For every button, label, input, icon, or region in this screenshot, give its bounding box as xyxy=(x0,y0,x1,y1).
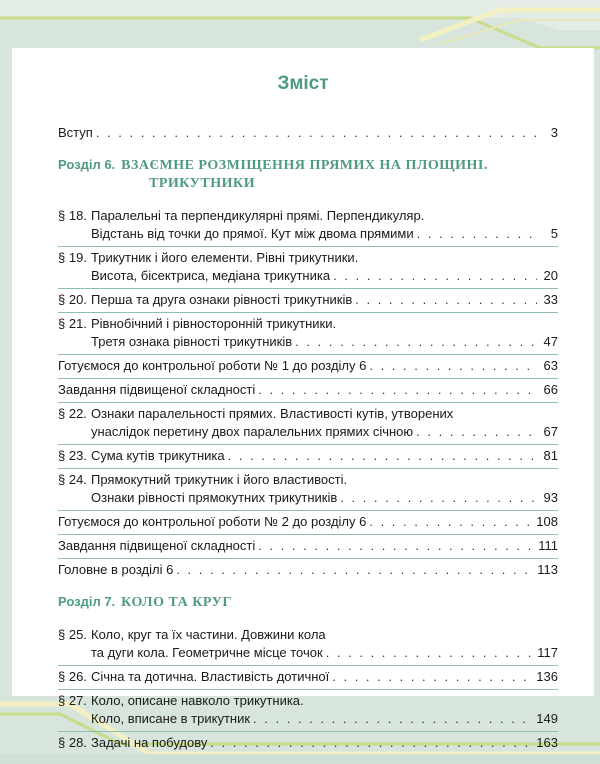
entry-title: Готуємося до контрольної роботи № 2 до розділу 6 xyxy=(58,514,367,529)
page-number: 63 xyxy=(543,358,558,373)
entry-title: Коло, вписане в трикутник xyxy=(91,711,251,726)
section-heading-line xyxy=(58,593,558,612)
leader-dots xyxy=(228,447,537,465)
page-number: 20 xyxy=(543,268,558,283)
divider xyxy=(58,312,558,313)
toc-entry-line xyxy=(58,315,558,333)
divider xyxy=(58,288,558,289)
toc-entry[interactable] xyxy=(58,513,558,531)
toc-entry[interactable] xyxy=(58,668,558,686)
section-number: § 20. xyxy=(58,292,87,307)
entry-title: Коло, круг та їх частини. Довжини кола xyxy=(91,627,326,642)
entry-title: Січна та дотична. Властивість дотичної xyxy=(91,669,330,684)
page-number: 113 xyxy=(537,562,558,577)
page-number: 47 xyxy=(543,334,558,349)
section-heading-line xyxy=(58,156,558,175)
spacer xyxy=(58,612,558,626)
divider xyxy=(58,468,558,469)
toc-entry-line xyxy=(58,357,558,375)
toc-entry[interactable] xyxy=(58,124,558,142)
entry-title: Відстань від точки до прямої. Кут між двома прямими xyxy=(91,226,414,241)
page-number: 149 xyxy=(536,711,558,726)
toc-entry-line xyxy=(58,267,558,285)
divider xyxy=(58,731,558,732)
section-heading-line xyxy=(58,175,558,193)
divider xyxy=(58,534,558,535)
entry-title: Третя ознака рівності трикутників xyxy=(91,334,293,349)
toc-entry-line xyxy=(58,668,558,686)
section-title-text: ВЗАЄМНЕ РОЗМІЩЕННЯ ПРЯМИХ НА ПЛОЩИНІ. xyxy=(121,158,488,173)
divider xyxy=(58,510,558,511)
divider xyxy=(58,402,558,403)
leader-dots xyxy=(326,644,535,662)
toc-entry[interactable] xyxy=(58,207,558,243)
leader-dots xyxy=(258,381,537,399)
section-number: § 26. xyxy=(58,669,87,684)
spacer xyxy=(58,142,558,156)
table-of-contents xyxy=(58,124,558,752)
page-number: 3 xyxy=(550,125,558,140)
toc-entry-line xyxy=(58,207,558,225)
toc-entry[interactable] xyxy=(58,291,558,309)
toc-entry[interactable] xyxy=(58,315,558,351)
toc-entry-line xyxy=(58,734,558,752)
entry-title: Коло, описане навколо трикутника. xyxy=(91,693,304,708)
section-number: § 23. xyxy=(58,448,87,463)
leader-dots xyxy=(355,291,537,309)
toc-entry-line xyxy=(58,381,558,399)
toc-entry-line xyxy=(58,626,558,644)
toc-entry[interactable] xyxy=(58,357,558,375)
section-number: § 25. xyxy=(58,627,87,642)
section-number: § 28. xyxy=(58,735,87,750)
toc-entry-line xyxy=(58,423,558,441)
section-heading xyxy=(58,593,558,612)
section-number: § 18. xyxy=(58,208,87,223)
divider xyxy=(58,378,558,379)
toc-entry-line xyxy=(58,513,558,531)
spacer xyxy=(58,579,558,593)
leader-dots xyxy=(369,513,533,531)
leader-dots xyxy=(333,267,537,285)
section-label: Розділ 7. xyxy=(58,594,116,609)
divider xyxy=(58,354,558,355)
toc-entry[interactable] xyxy=(58,537,558,555)
toc-entry[interactable] xyxy=(58,405,558,441)
leader-dots xyxy=(332,668,533,686)
entry-title: Сума кутів трикутника xyxy=(91,448,225,463)
toc-entry[interactable] xyxy=(58,471,558,507)
page-number: 108 xyxy=(536,514,558,529)
page-title: Зміст xyxy=(277,73,329,94)
leader-dots xyxy=(340,489,537,507)
section-number: § 21. xyxy=(58,316,87,331)
section-number: § 24. xyxy=(58,472,87,487)
entry-title: та дуги кола. Геометричне місце точок xyxy=(91,645,323,660)
toc-entry-line xyxy=(58,225,558,243)
section-number: § 22. xyxy=(58,406,87,421)
page-number: 66 xyxy=(543,382,558,397)
page-number: 163 xyxy=(536,735,558,750)
toc-entry[interactable] xyxy=(58,734,558,752)
section-number: § 19. xyxy=(58,250,87,265)
leader-dots xyxy=(253,710,533,728)
page-number: 5 xyxy=(550,226,558,241)
entry-title: Перша та друга ознаки рівності трикутників xyxy=(91,292,353,307)
toc-entry[interactable] xyxy=(58,692,558,728)
entry-title: Ознаки паралельності прямих. Властивості кутів, утворених xyxy=(91,406,454,421)
page-number: 81 xyxy=(543,448,558,463)
page-number: 67 xyxy=(543,424,558,439)
toc-entry[interactable] xyxy=(58,561,558,579)
entry-title: Головне в розділі 6 xyxy=(58,562,174,577)
spacer xyxy=(58,193,558,207)
toc-entry-line xyxy=(58,489,558,507)
toc-entry[interactable] xyxy=(58,626,558,662)
leader-dots xyxy=(369,357,537,375)
toc-entry-line xyxy=(58,249,558,267)
page-number: 117 xyxy=(537,645,558,660)
section-number: § 27. xyxy=(58,693,87,708)
toc-entry[interactable] xyxy=(58,381,558,399)
entry-title: Завдання підвищеної складності xyxy=(58,382,256,397)
section-title-text: ТРИКУТНИКИ xyxy=(149,176,256,191)
entry-title: Ознаки рівності прямокутних трикутників xyxy=(91,490,338,505)
toc-entry-line xyxy=(58,291,558,309)
toc-entry-line xyxy=(58,644,558,662)
entry-title: Висота, бісектриса, медіана трикутника xyxy=(91,268,331,283)
page-number: 33 xyxy=(543,292,558,307)
entry-title: Готуємося до контрольної роботи № 1 до розділу 6 xyxy=(58,358,367,373)
divider xyxy=(58,665,558,666)
section-title-text: КОЛО ТА КРУГ xyxy=(121,595,232,610)
page-number: 93 xyxy=(543,490,558,505)
leader-dots xyxy=(295,333,537,351)
entry-title: Задачі на побудову xyxy=(91,735,208,750)
leader-dots xyxy=(210,734,533,752)
toc-entry-line xyxy=(58,405,558,423)
leader-dots xyxy=(417,225,537,243)
toc-entry-line xyxy=(58,692,558,710)
divider xyxy=(58,444,558,445)
page-number: 111 xyxy=(538,538,558,553)
entry-title: Вступ xyxy=(58,125,93,140)
toc-entry-line xyxy=(58,537,558,555)
page-number: 136 xyxy=(536,669,558,684)
toc-entry-line xyxy=(58,333,558,351)
divider xyxy=(58,689,558,690)
entry-title: Трикутник і його елементи. Рівні трикутники. xyxy=(91,250,359,265)
entry-title: унаслідок перетину двох паралельних прямих січною xyxy=(91,424,414,439)
toc-entry-line xyxy=(58,447,558,465)
toc-entry-line xyxy=(58,471,558,489)
toc-entry[interactable] xyxy=(58,447,558,465)
divider xyxy=(58,558,558,559)
divider xyxy=(58,246,558,247)
toc-entry[interactable] xyxy=(58,249,558,285)
entry-title: Рівнобічний і рівносторонній трикутники. xyxy=(91,316,337,331)
leader-dots xyxy=(416,423,537,441)
toc-entry-line xyxy=(58,710,558,728)
toc-entry-line xyxy=(58,124,558,142)
entry-title: Паралельні та перпендикулярні прямі. Перпендикуляр. xyxy=(91,208,425,223)
toc-entry-line xyxy=(58,561,558,579)
entry-title: Прямокутний трикутник і його властивості. xyxy=(91,472,348,487)
section-label: Розділ 6. xyxy=(58,157,116,172)
leader-dots xyxy=(96,124,537,142)
section-heading xyxy=(58,156,558,193)
entry-title: Завдання підвищеної складності xyxy=(58,538,256,553)
leader-dots xyxy=(176,561,534,579)
contents-page xyxy=(12,48,594,750)
leader-dots xyxy=(258,537,535,555)
